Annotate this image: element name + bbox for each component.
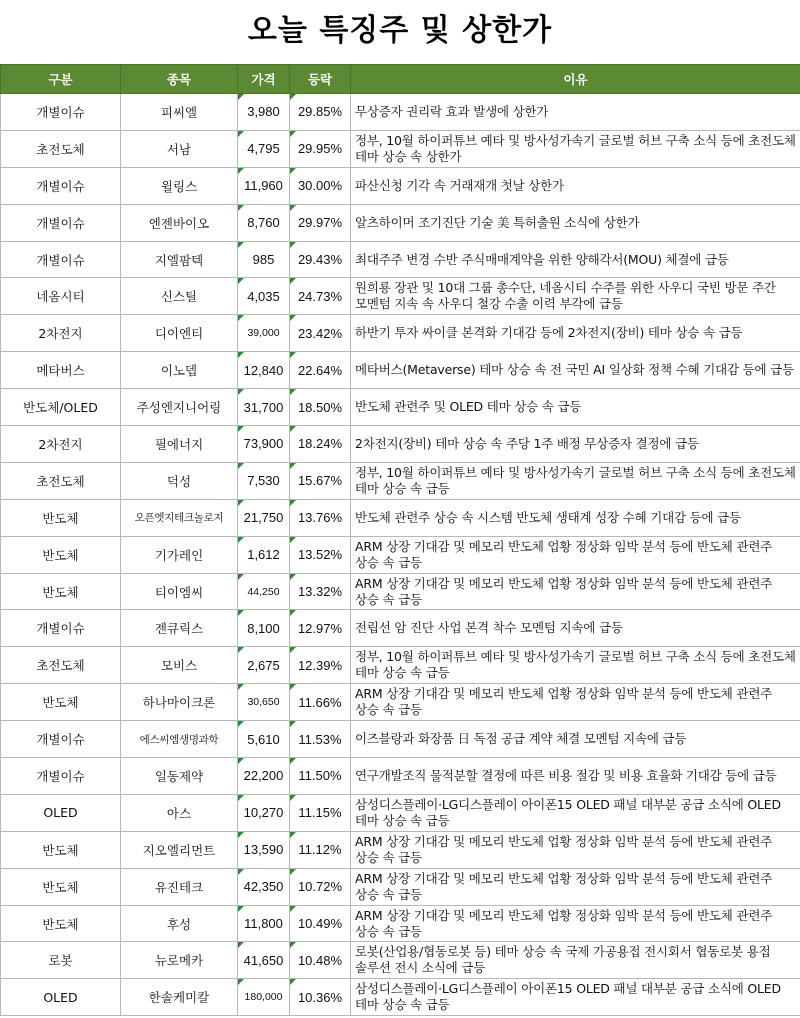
header-change: 등락 [290,65,351,94]
row-sector: OLED [1,794,121,831]
row-reason: 최대주주 변경 수반 주식매매계약을 위한 양해각서(MOU) 체결에 급등 [351,241,800,278]
row-stock-name: 뉴로메카 [121,942,238,979]
row-change-rate: 18.50% [290,389,351,426]
row-reason: ARM 상장 기대감 및 메모리 반도체 업황 정상화 임박 분석 등에 반도체 관련주 상승 속 급등 [351,831,800,868]
row-stock-name: 덕성 [121,462,238,499]
row-price: 4,795 [238,130,290,167]
row-stock-name: 오픈엣지테크놀로지 [121,499,238,536]
row-price: 3,980 [238,94,290,131]
row-sector: 개별이슈 [1,721,121,758]
row-sector: 반도체 [1,868,121,905]
row-reason: 정부, 10월 하이퍼튜브 예타 및 방사성가속기 글로벌 허브 구축 소식 등에 초전도체 테마 상승 속 상한가 [351,130,800,167]
table-row [1,721,800,758]
row-price: 1,612 [238,536,290,573]
row-change-rate: 13.76% [290,499,351,536]
table-row [1,868,800,905]
row-sector: 개별이슈 [1,241,121,278]
row-reason: 무상증자 권리락 효과 발생에 상한가 [351,94,800,131]
row-reason: 알츠하이머 조기진단 기술 美 특허출원 소식에 상한가 [351,204,800,241]
row-sector: 개별이슈 [1,167,121,204]
row-price: 73,900 [238,426,290,463]
row-change-rate: 30.00% [290,167,351,204]
table-row [1,536,800,573]
row-change-rate: 22.64% [290,352,351,389]
table-row [1,167,800,204]
row-reason: 전립선 암 진단 사업 본격 착수 모멘텀 지속에 급등 [351,610,800,647]
row-reason: 정부, 10월 하이퍼튜브 예타 및 방사성가속기 글로벌 허브 구축 소식 등에 초전도체 테마 상승 속 급등 [351,647,800,684]
row-reason: ARM 상장 기대감 및 메모리 반도체 업황 정상화 임박 분석 등에 반도체 관련주 상승 속 급등 [351,536,800,573]
row-sector: 반도체 [1,905,121,942]
row-price: 30,650 [238,684,290,721]
row-change-rate: 29.95% [290,130,351,167]
row-reason: 반도체 관련주 상승 속 시스템 반도체 생태계 성장 수혜 기대감 등에 급등 [351,499,800,536]
header-stock: 종목 [121,65,238,94]
row-sector: 개별이슈 [1,204,121,241]
table-row [1,573,800,610]
row-reason: 로봇(산업용/협동로봇 등) 테마 상승 속 국제 가공용접 전시회서 협동로봇 용접 솔루션 전시 소식에 급등 [351,942,800,979]
row-reason: ARM 상장 기대감 및 메모리 반도체 업황 정상화 임박 분석 등에 반도체 관련주 상승 속 급등 [351,868,800,905]
row-stock-name: 엔젠바이오 [121,204,238,241]
row-sector: 반도체 [1,499,121,536]
row-change-rate: 13.52% [290,536,351,573]
page-title: 오늘 특징주 및 상한가 [247,13,553,48]
row-change-rate: 15.67% [290,462,351,499]
row-change-rate: 13.32% [290,573,351,610]
row-price: 2,675 [238,647,290,684]
row-stock-name: 서남 [121,130,238,167]
row-price: 13,590 [238,831,290,868]
row-stock-name: 유진테크 [121,868,238,905]
row-price: 4,035 [238,278,290,315]
table-row [1,315,800,352]
table-row [1,942,800,979]
row-stock-name: 티이엠씨 [121,573,238,610]
row-price: 8,100 [238,610,290,647]
table-row [1,794,800,831]
row-change-rate: 29.85% [290,94,351,131]
row-change-rate: 11.50% [290,758,351,795]
row-reason: 이즈블랑과 화장품 日 독점 공급 계약 체결 모멘텀 지속에 급등 [351,721,800,758]
row-stock-name: 후성 [121,905,238,942]
row-sector: 개별이슈 [1,758,121,795]
row-price: 11,960 [238,167,290,204]
row-stock-name: 일동제약 [121,758,238,795]
table-row [1,204,800,241]
row-sector: 2차전지 [1,315,121,352]
row-stock-name: 에스씨엠생명과학 [121,721,238,758]
row-price: 5,610 [238,721,290,758]
table-row [1,831,800,868]
table-row [1,94,800,131]
table-row [1,647,800,684]
row-reason: 메타버스(Metaverse) 테마 상승 속 전 국민 AI 일상화 정책 수혜 기대감 등에 급등 [351,352,800,389]
row-sector: 초전도체 [1,647,121,684]
header-sector: 구분 [1,65,121,94]
row-change-rate: 18.24% [290,426,351,463]
row-stock-name: 지엘팜텍 [121,241,238,278]
row-reason: 파산신청 기각 속 거래재개 첫날 상한가 [351,167,800,204]
row-change-rate: 10.72% [290,868,351,905]
row-reason: 원희룡 장관 및 10대 그룹 총수단, 네옴시티 수주를 위한 사우디 국빈 방문 주간 모멘텀 지속 속 사우디 철강 수출 이력 부각에 급등 [351,278,800,315]
row-change-rate: 24.73% [290,278,351,315]
table-row [1,352,800,389]
row-stock-name: 한솔케미칼 [121,979,238,1016]
table-row [1,758,800,795]
row-price: 180,000 [238,979,290,1016]
table-header-row [1,65,800,94]
row-price: 22,200 [238,758,290,795]
row-price: 12,840 [238,352,290,389]
row-reason: 삼성디스플레이·LG디스플레이 아이폰15 OLED 패널 대부분 공급 소식에 OLED 테마 상승 속 급등 [351,979,800,1016]
table-row [1,389,800,426]
row-stock-name: 아스 [121,794,238,831]
row-stock-name: 신스틸 [121,278,238,315]
table-row [1,241,800,278]
row-reason: 2차전지(장비) 테마 상승 속 주당 1주 배정 무상증자 결정에 급등 [351,426,800,463]
row-change-rate: 12.97% [290,610,351,647]
featured-stocks-table [0,64,800,1016]
row-sector: 반도체 [1,573,121,610]
row-change-rate: 11.53% [290,721,351,758]
row-price: 10,270 [238,794,290,831]
row-change-rate: 23.42% [290,315,351,352]
row-sector: 초전도체 [1,462,121,499]
row-price: 31,700 [238,389,290,426]
row-stock-name: 기가레인 [121,536,238,573]
row-stock-name: 주성엔지니어링 [121,389,238,426]
row-sector: 2차전지 [1,426,121,463]
row-change-rate: 29.97% [290,204,351,241]
row-change-rate: 11.15% [290,794,351,831]
row-stock-name: 젠큐릭스 [121,610,238,647]
header-reason: 이유 [351,65,800,94]
row-stock-name: 이노뎁 [121,352,238,389]
table-row [1,684,800,721]
row-reason: 삼성디스플레이·LG디스플레이 아이폰15 OLED 패널 대부분 공급 소식에 OLED 테마 상승 속 급등 [351,794,800,831]
row-reason: 정부, 10월 하이퍼튜브 예타 및 방사성가속기 글로벌 허브 구축 소식 등에 초전도체 테마 상승 속 급등 [351,462,800,499]
row-change-rate: 10.36% [290,979,351,1016]
row-price: 21,750 [238,499,290,536]
row-change-rate: 10.49% [290,905,351,942]
row-sector: 개별이슈 [1,610,121,647]
row-stock-name: 지오엘리먼트 [121,831,238,868]
row-price: 39,000 [238,315,290,352]
row-sector: OLED [1,979,121,1016]
row-reason: ARM 상장 기대감 및 메모리 반도체 업황 정상화 임박 분석 등에 반도체 관련주 상승 속 급등 [351,905,800,942]
table-row [1,499,800,536]
row-change-rate: 10.48% [290,942,351,979]
row-sector: 반도체/OLED [1,389,121,426]
row-sector: 메타버스 [1,352,121,389]
row-sector: 초전도체 [1,130,121,167]
row-stock-name: 모비스 [121,647,238,684]
row-sector: 반도체 [1,536,121,573]
table-row [1,979,800,1016]
row-reason: ARM 상장 기대감 및 메모리 반도체 업황 정상화 임박 분석 등에 반도체 관련주 상승 속 급등 [351,684,800,721]
row-price: 8,760 [238,204,290,241]
row-reason: 하반기 투자 싸이클 본격화 기대감 등에 2차전지(장비) 테마 상승 속 급등 [351,315,800,352]
table-row [1,905,800,942]
row-sector: 반도체 [1,831,121,868]
table-row [1,610,800,647]
row-price: 42,350 [238,868,290,905]
row-reason: 연구개발조직 물적분할 결정에 따른 비용 절감 및 비용 효율화 기대감 등에 급등 [351,758,800,795]
table-row [1,462,800,499]
row-price: 7,530 [238,462,290,499]
row-sector: 개별이슈 [1,94,121,131]
row-sector: 로봇 [1,942,121,979]
row-reason: 반도체 관련주 및 OLED 테마 상승 속 급등 [351,389,800,426]
row-price: 41,650 [238,942,290,979]
row-change-rate: 11.66% [290,684,351,721]
row-stock-name: 하나마이크론 [121,684,238,721]
row-price: 44,250 [238,573,290,610]
row-change-rate: 29.43% [290,241,351,278]
table-row [1,130,800,167]
row-change-rate: 12.39% [290,647,351,684]
row-price: 985 [238,241,290,278]
row-price: 11,800 [238,905,290,942]
row-stock-name: 윌링스 [121,167,238,204]
row-sector: 네옴시티 [1,278,121,315]
row-stock-name: 필에너지 [121,426,238,463]
row-stock-name: 디이엔티 [121,315,238,352]
row-change-rate: 11.12% [290,831,351,868]
header-price: 가격 [238,65,290,94]
row-reason: ARM 상장 기대감 및 메모리 반도체 업황 정상화 임박 분석 등에 반도체 관련주 상승 속 급등 [351,573,800,610]
row-sector: 반도체 [1,684,121,721]
table-row [1,278,800,315]
table-row [1,426,800,463]
row-stock-name: 피씨엘 [121,94,238,131]
